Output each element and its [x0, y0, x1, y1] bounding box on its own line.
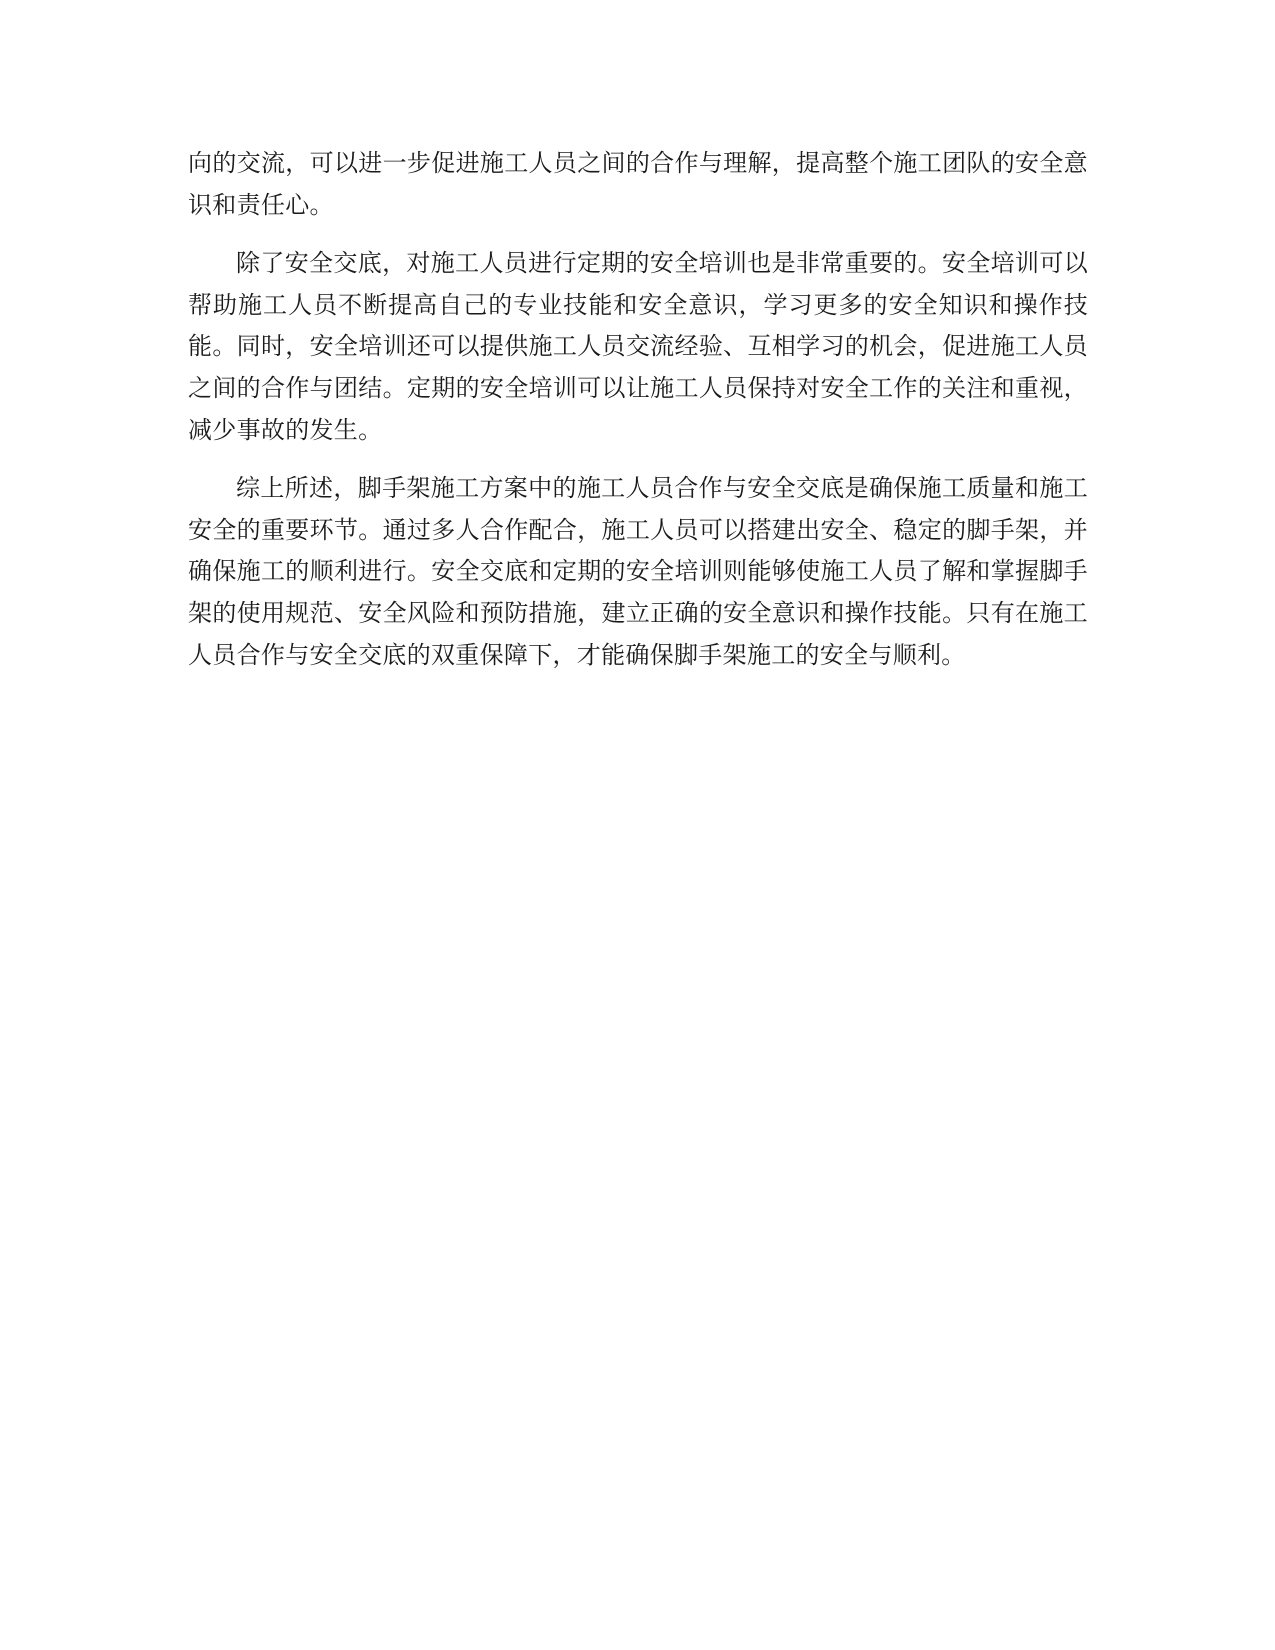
paragraph-safety-training: 除了安全交底，对施工人员进行定期的安全培训也是非常重要的。安全培训可以帮助施工人员不断提高自己的专业技能和安全意识，学习更多的安全知识和操作技能。同时，安全培训还可以提供施工人员交流经验、互相学习的机会，促进施工人员之间的合作与团结。定期的安全培训可以让施工人员保持对安全工作的关注和重视，减少事故的发生。 — [188, 249, 1088, 444]
document-body — [188, 143, 1088, 676]
paragraph-conclusion: 综上所述，脚手架施工方案中的施工人员合作与安全交底是确保施工质量和施工安全的重要环节。通过多人合作配合，施工人员可以搭建出安全、稳定的脚手架，并确保施工的顺利进行。安全交底和定期的安全培训则能够使施工人员了解和掌握脚手架的使用规范、安全风险和预防措施，建立正确的安全意识和操作技能。只有在施工人员合作与安全交底的双重保障下，才能确保脚手架施工的安全与顺利。 — [188, 474, 1088, 669]
paragraph-continuation: 向的交流，可以进一步促进施工人员之间的合作与理解，提高整个施工团队的安全意识和责任心。 — [188, 149, 1088, 219]
